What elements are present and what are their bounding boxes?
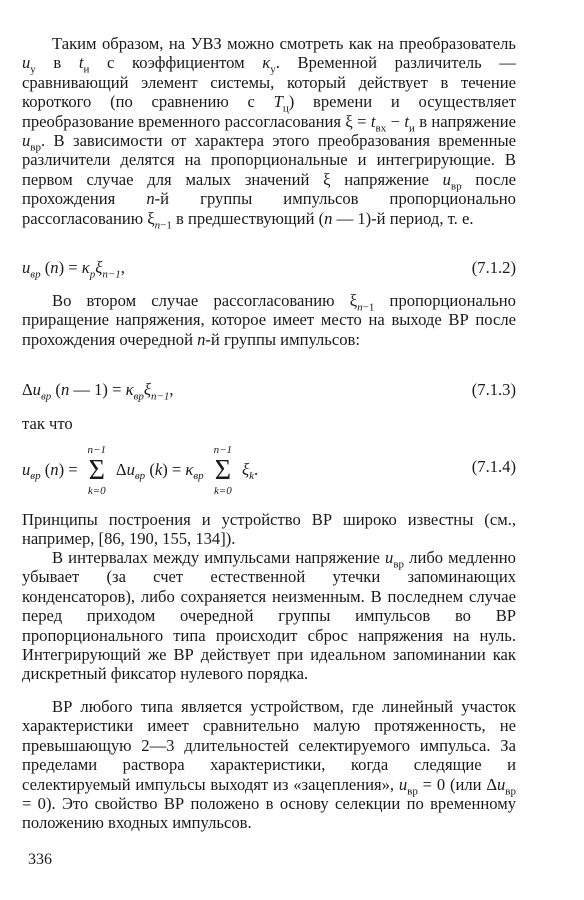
- sum-symbol: n−1 Σ k=0: [213, 444, 233, 497]
- var-u-y: u: [22, 53, 31, 73]
- equation-number: (7.1.3): [471, 380, 516, 399]
- paragraph-4: Принципы построения и устройство ВР широко известны (см., например, [86, 190, 155, 134]).: [22, 510, 516, 549]
- equation-7-1-2: [22, 258, 516, 281]
- paragraph-5: В интервалах между импульсами напряжение $u_{вр}$ либо медленно убывает (за счет естественной утечки запоминающих конденсаторов), либо сохраняется неизменным. В последнем случае перед приходом очередной группы импульсов во ВР пропорционального типа происходит сброс напряжения на нуль. Интегрирующий же ВР действует при идеальном запоминании как дискретный фиксатор нулевого порядка.: [22, 548, 516, 684]
- equation-formula: $u_{вр}$ $(n) = \kappa_р\xi_{n-1}$,: [22, 258, 125, 281]
- paragraph-2: Во втором случае рассогласованию $\xi_{n-1}$ пропорционально приращение напряжения, которое имеет место на выходе ВР после прохождения очередной n-й группы импульсов:: [22, 291, 516, 349]
- equation-7-1-3: [22, 380, 516, 403]
- paragraph-3: так что: [22, 414, 73, 433]
- page-number: 336: [28, 851, 52, 868]
- paragraph-6: ВР любого типа является устройством, где линейный участок характеристики имеет сравнительно малую протяженность, не превышающую 2—3 длительностей селектируемого импульса. За пределами раствора характеристики, когда следящие и селектируемый импульсы выходят из «зацепления», $u_{вр} = 0$ (или $\Delta u_{вр} = 0$). Это свойство ВР положено в основу селекции по временному положению входных импульсов.: [22, 697, 516, 833]
- equation-number: (7.1.2): [471, 258, 516, 277]
- sum-symbol: n−1 Σ k=0: [87, 444, 106, 497]
- paragraph-1: Таким образом, на УВЗ можно смотреть как на преобразователь $u_у$ в $t_и$ с коэффициентом $\kappa_у$. Временной различитель — сравнивающий элемент системы, который действует в течение короткого (по сравнению с $T_ц$) времени и осуществляет преобразование временного рассогласования $\xi = t_{вх} - t_и$ в напряжение $u_{вр}$. В зависимости от характера этого преобразования временные различители делятся на пропорциональные и интегрирующие. В первом случае для малых значений ξ напряжение $u_{вр}$ после прохождения n-й группы импульсов пропорционально рассогласованию $\xi_{n-1}$ в предшествующий (n — 1)-й период, т. е.: [22, 34, 516, 231]
- equation-number: (7.1.4): [471, 457, 516, 476]
- equation-formula: $\Delta u_{вр}$ (n — $1) = \kappa_{вр}\xi_{n-1}$,: [22, 380, 174, 403]
- equation-7-1-4: [22, 444, 516, 497]
- p1-lead: Таким образом, на УВЗ можно смотреть как на преобразователь: [52, 34, 516, 53]
- equation-formula: $u_{вр}$ (n) = n−1 Σ k=0 $\Delta u_{вр}$ $(k) = \kappa_{вр}$ n−1 Σ k=0 $\xi_k$.: [22, 444, 259, 497]
